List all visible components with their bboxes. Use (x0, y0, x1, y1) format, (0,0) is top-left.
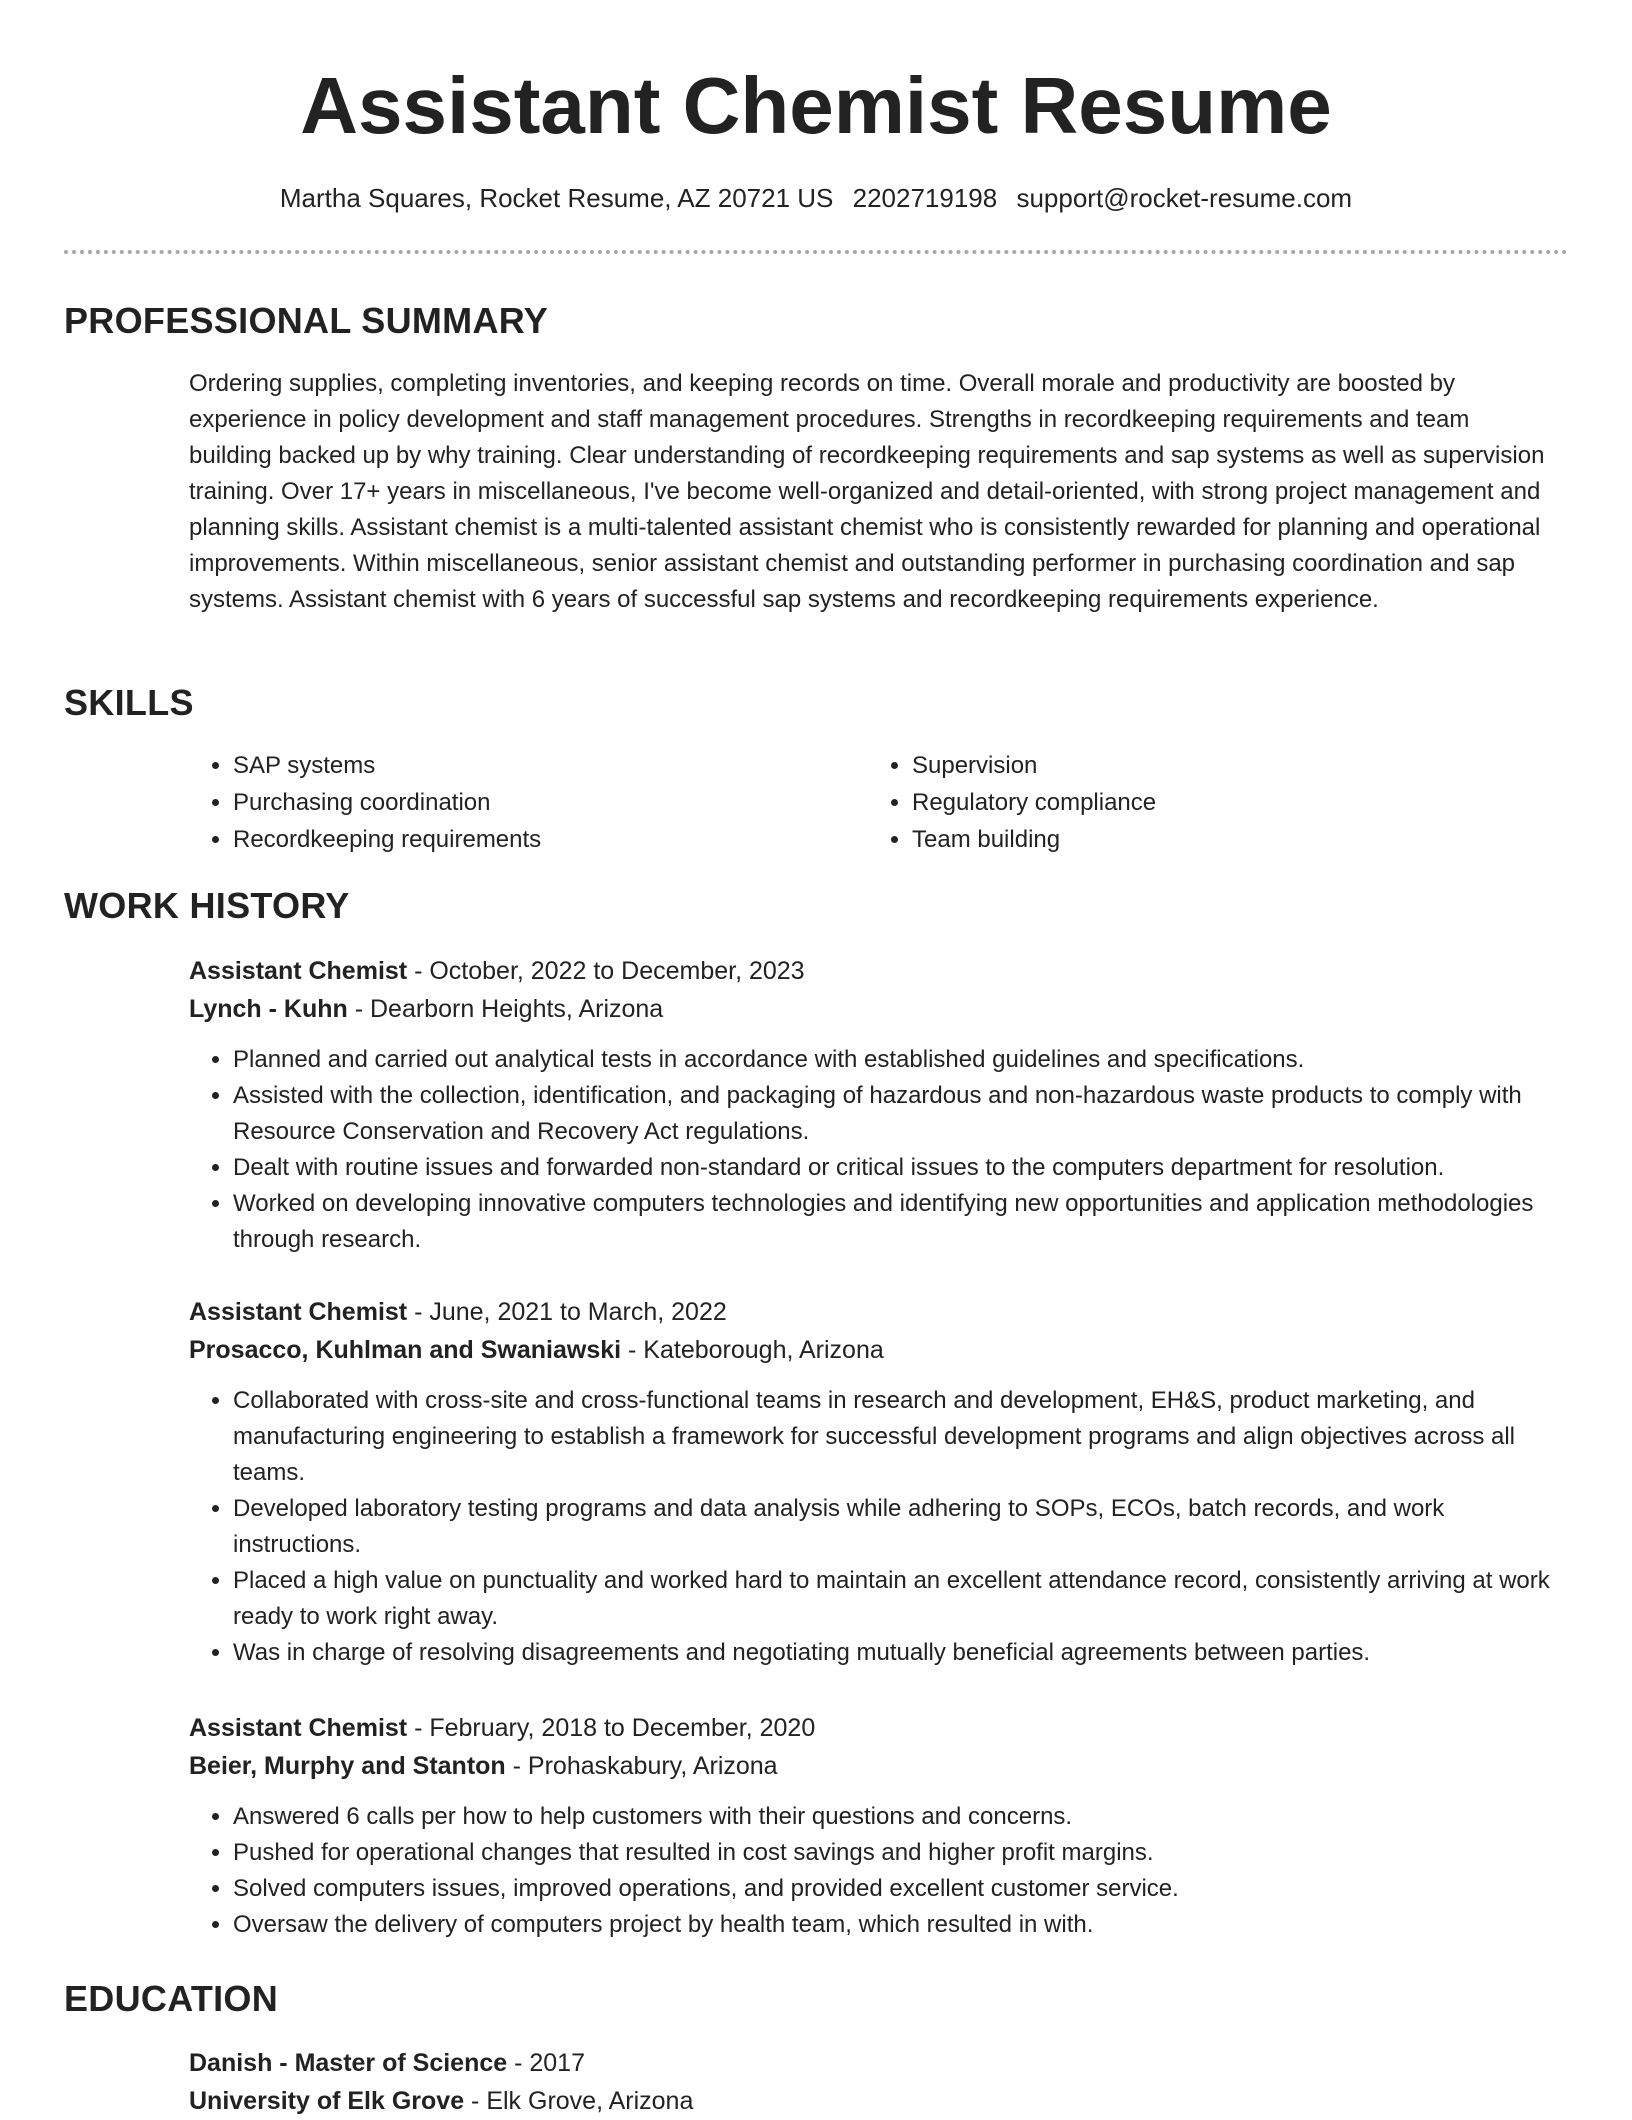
education-entry (189, 2044, 1559, 2120)
job-title: Assistant Chemist (189, 957, 408, 985)
skill-item: • Purchasing coordination (233, 784, 541, 821)
job-location: - Dearborn Heights, Arizona (347, 995, 664, 1023)
job-bullets (189, 1383, 1559, 1671)
summary-text: Ordering supplies, completing inventories, and keeping records on time. Overall morale and productivity are boosted by experience in policy development and staff management procedures. Strengths in recordkeeping requirements and team building backed up by why training. Clear understanding of recordkeeping requirements and sap systems as well as supervision training. Over 17+ years in miscellaneous, I've become well-organized and detail-oriented, with strong project management and planning skills. Assistant chemist is a multi-talented assistant chemist who is consistently rewarded for planning and operational improvements. Within miscellaneous, senior assistant chemist and outstanding performer in purchasing coordination and sap systems. Assistant chemist with 6 years of successful sap systems and recordkeeping requirements experience. (189, 370, 1545, 613)
job-title: Assistant Chemist (189, 1298, 408, 1326)
job-bullet: • Worked on developing innovative computers technologies and identifying new opportunities and application methodologies through research. (233, 1186, 1559, 1258)
job-bullet: • Assisted with the collection, identification, and packaging of hazardous and non-hazardous waste products to comply with Resource Conservation and Recovery Act regulations. (233, 1078, 1559, 1150)
job-company-line (189, 990, 1559, 1028)
contact-line (0, 181, 1632, 215)
skill-item: • Supervision (912, 747, 1156, 784)
job-bullet: • Pushed for operational changes that resulted in cost savings and higher profit margins. (233, 1835, 1559, 1871)
education-degree: Danish - Master of Science (189, 2049, 508, 2077)
job-bullet: • Planned and carried out analytical tests in accordance with established guidelines and specifications. (233, 1042, 1559, 1078)
job-title: Assistant Chemist (189, 1714, 408, 1742)
job-title-line (189, 1293, 1559, 1331)
section-title-education: EDUCATION (64, 1978, 279, 2019)
job-title-line (189, 1709, 1559, 1747)
job-bullet: • Answered 6 calls per how to help customers with their questions and concerns. (233, 1799, 1559, 1835)
job-location: - Kateborough, Arizona (621, 1336, 884, 1364)
job-bullet: • Placed a high value on punctuality and worked hard to maintain an excellent attendance record, consistently arriving at work ready to work right away. (233, 1563, 1559, 1635)
skill-item: • Recordkeeping requirements (233, 821, 541, 858)
job-bullet: • Was in charge of resolving disagreements and negotiating mutually beneficial agreements between parties. (233, 1635, 1559, 1671)
contact-email: support@rocket-resume.com (1016, 183, 1353, 213)
job-dates: - October, 2022 to December, 2023 (407, 957, 805, 985)
skills-list-right (868, 747, 1156, 858)
job-company: Prosacco, Kuhlman and Swaniawski (189, 1336, 622, 1364)
job-company-line (189, 1747, 1559, 1785)
job-bullet: • Oversaw the delivery of computers project by health team, which resulted in with. (233, 1907, 1559, 1943)
education-school-line (189, 2082, 1559, 2120)
job-bullet: • Solved computers issues, improved operations, and provided excellent customer service. (233, 1871, 1559, 1907)
resume-title: Assistant Chemist Resume (300, 61, 1332, 150)
education-location: - Elk Grove, Arizona (464, 2087, 694, 2115)
job-company: Beier, Murphy and Stanton (189, 1752, 506, 1780)
education-year: - 2017 (507, 2049, 585, 2077)
job-location: - Prohaskabury, Arizona (505, 1752, 778, 1780)
job-bullet: • Developed laboratory testing programs and data analysis while adhering to SOPs, ECOs, batch records, and work instructions. (233, 1491, 1559, 1563)
job-entry (189, 952, 1559, 1258)
job-entry (189, 1293, 1559, 1671)
job-bullets (189, 1042, 1559, 1258)
contact-phone: 2202719198 (852, 183, 998, 213)
education-school: University of Elk Grove (189, 2087, 465, 2115)
job-dates: - June, 2021 to March, 2022 (407, 1298, 727, 1326)
job-bullet: • Collaborated with cross-site and cross-functional teams in research and development, EH&S, product marketing, and manufacturing engineering to establish a framework for successful development programs and align objectives across all teams. (233, 1383, 1559, 1491)
job-bullets (189, 1799, 1559, 1943)
section-title-summary: PROFESSIONAL SUMMARY (64, 300, 549, 341)
skill-item: • SAP systems (233, 747, 541, 784)
skill-item: • Regulatory compliance (912, 784, 1156, 821)
job-company-line (189, 1331, 1559, 1369)
section-title-skills: SKILLS (64, 682, 194, 723)
job-entry (189, 1709, 1559, 1943)
job-dates: - February, 2018 to December, 2020 (407, 1714, 816, 1742)
job-bullet: • Dealt with routine issues and forwarded non-standard or critical issues to the computers department for resolution. (233, 1150, 1559, 1186)
job-company: Lynch - Kuhn (189, 995, 348, 1023)
job-title-line (189, 952, 1559, 990)
contact-address: Martha Squares, Rocket Resume, AZ 20721 US (279, 183, 834, 213)
education-degree-line (189, 2044, 1559, 2082)
skills-list-left (189, 747, 541, 858)
header-divider (64, 250, 1568, 254)
skill-item: • Team building (912, 821, 1156, 858)
section-title-work-history: WORK HISTORY (64, 885, 350, 926)
